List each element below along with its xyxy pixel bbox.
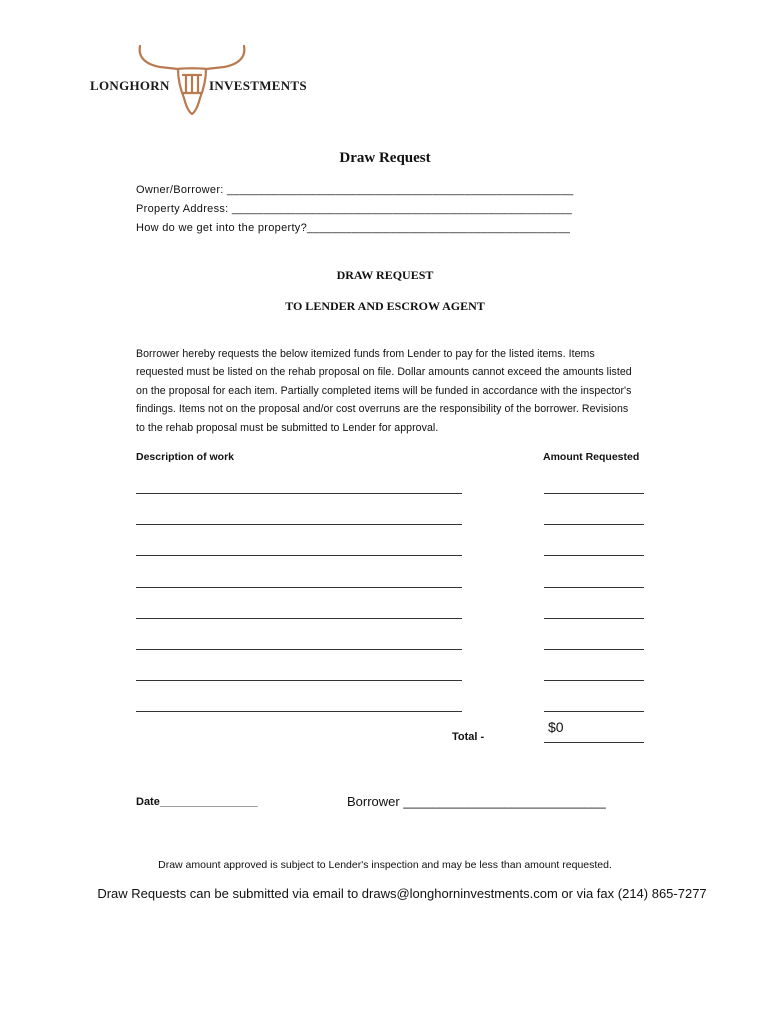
amount-line[interactable] bbox=[544, 649, 644, 650]
approval-note: Draw amount approved is subject to Lender's inspection and may be less than amount requested. bbox=[158, 859, 612, 871]
paragraph-line: requested must be listed on the rehab proposal on file. Dollar amounts cannot exceed the amounts listed bbox=[136, 366, 632, 379]
date-field[interactable]: Date________________ bbox=[136, 796, 258, 808]
description-line[interactable] bbox=[136, 711, 462, 712]
description-line[interactable] bbox=[136, 649, 462, 650]
amount-line[interactable] bbox=[544, 711, 644, 712]
amount-line[interactable] bbox=[544, 680, 644, 681]
paragraph-line: on the proposal for each item. Partially completed items will be funded in accordance with the inspector's bbox=[136, 384, 632, 397]
description-line[interactable] bbox=[136, 555, 462, 556]
amount-line[interactable] bbox=[544, 555, 644, 556]
amount-column-header: Amount Requested bbox=[543, 451, 640, 463]
logo-text-left: LONGHORN bbox=[90, 78, 170, 93]
total-line[interactable] bbox=[544, 742, 644, 743]
property-access-field[interactable]: How do we get into the property?_________________________________________ bbox=[136, 222, 571, 234]
total-value: $0 bbox=[548, 719, 564, 735]
description-line[interactable] bbox=[136, 524, 462, 525]
amount-line[interactable] bbox=[544, 524, 644, 525]
amount-line[interactable] bbox=[544, 618, 644, 619]
logo-text-right: INVESTMENTS bbox=[209, 78, 307, 93]
description-line[interactable] bbox=[136, 587, 462, 588]
amount-line[interactable] bbox=[544, 493, 644, 494]
paragraph-line: to the rehab proposal must be submitted to Lender for approval. bbox=[136, 421, 439, 434]
terms-paragraph bbox=[136, 345, 658, 437]
description-column-header: Description of work bbox=[136, 451, 235, 463]
subheading-lender-escrow: TO LENDER AND ESCROW AGENT bbox=[285, 299, 485, 313]
subheading-draw-request: DRAW REQUEST bbox=[336, 268, 434, 282]
owner-borrower-field[interactable]: Owner/Borrower: ______________________________________________________ bbox=[136, 184, 574, 196]
borrower-signature-field[interactable]: Borrower ____________________________ bbox=[347, 794, 606, 809]
description-line[interactable] bbox=[136, 493, 462, 494]
total-label: Total - bbox=[452, 731, 485, 743]
company-logo bbox=[88, 42, 328, 122]
description-line[interactable] bbox=[136, 618, 462, 619]
description-line[interactable] bbox=[136, 680, 462, 681]
page-title: Draw Request bbox=[339, 150, 431, 166]
paragraph-line: Borrower hereby requests the below itemized funds from Lender to pay for the listed items. Items bbox=[136, 348, 595, 360]
property-address-field[interactable]: Property Address: _____________________________________________________ bbox=[136, 203, 573, 215]
paragraph-line: findings. Items not on the proposal and/or cost overruns are the responsibility of the borrower. Revisions bbox=[136, 403, 629, 416]
contact-info: Draw Requests can be submitted via email to draws@longhorninvestments.com or via fax (214) 865-7277 bbox=[97, 886, 707, 901]
amount-line[interactable] bbox=[544, 587, 644, 588]
